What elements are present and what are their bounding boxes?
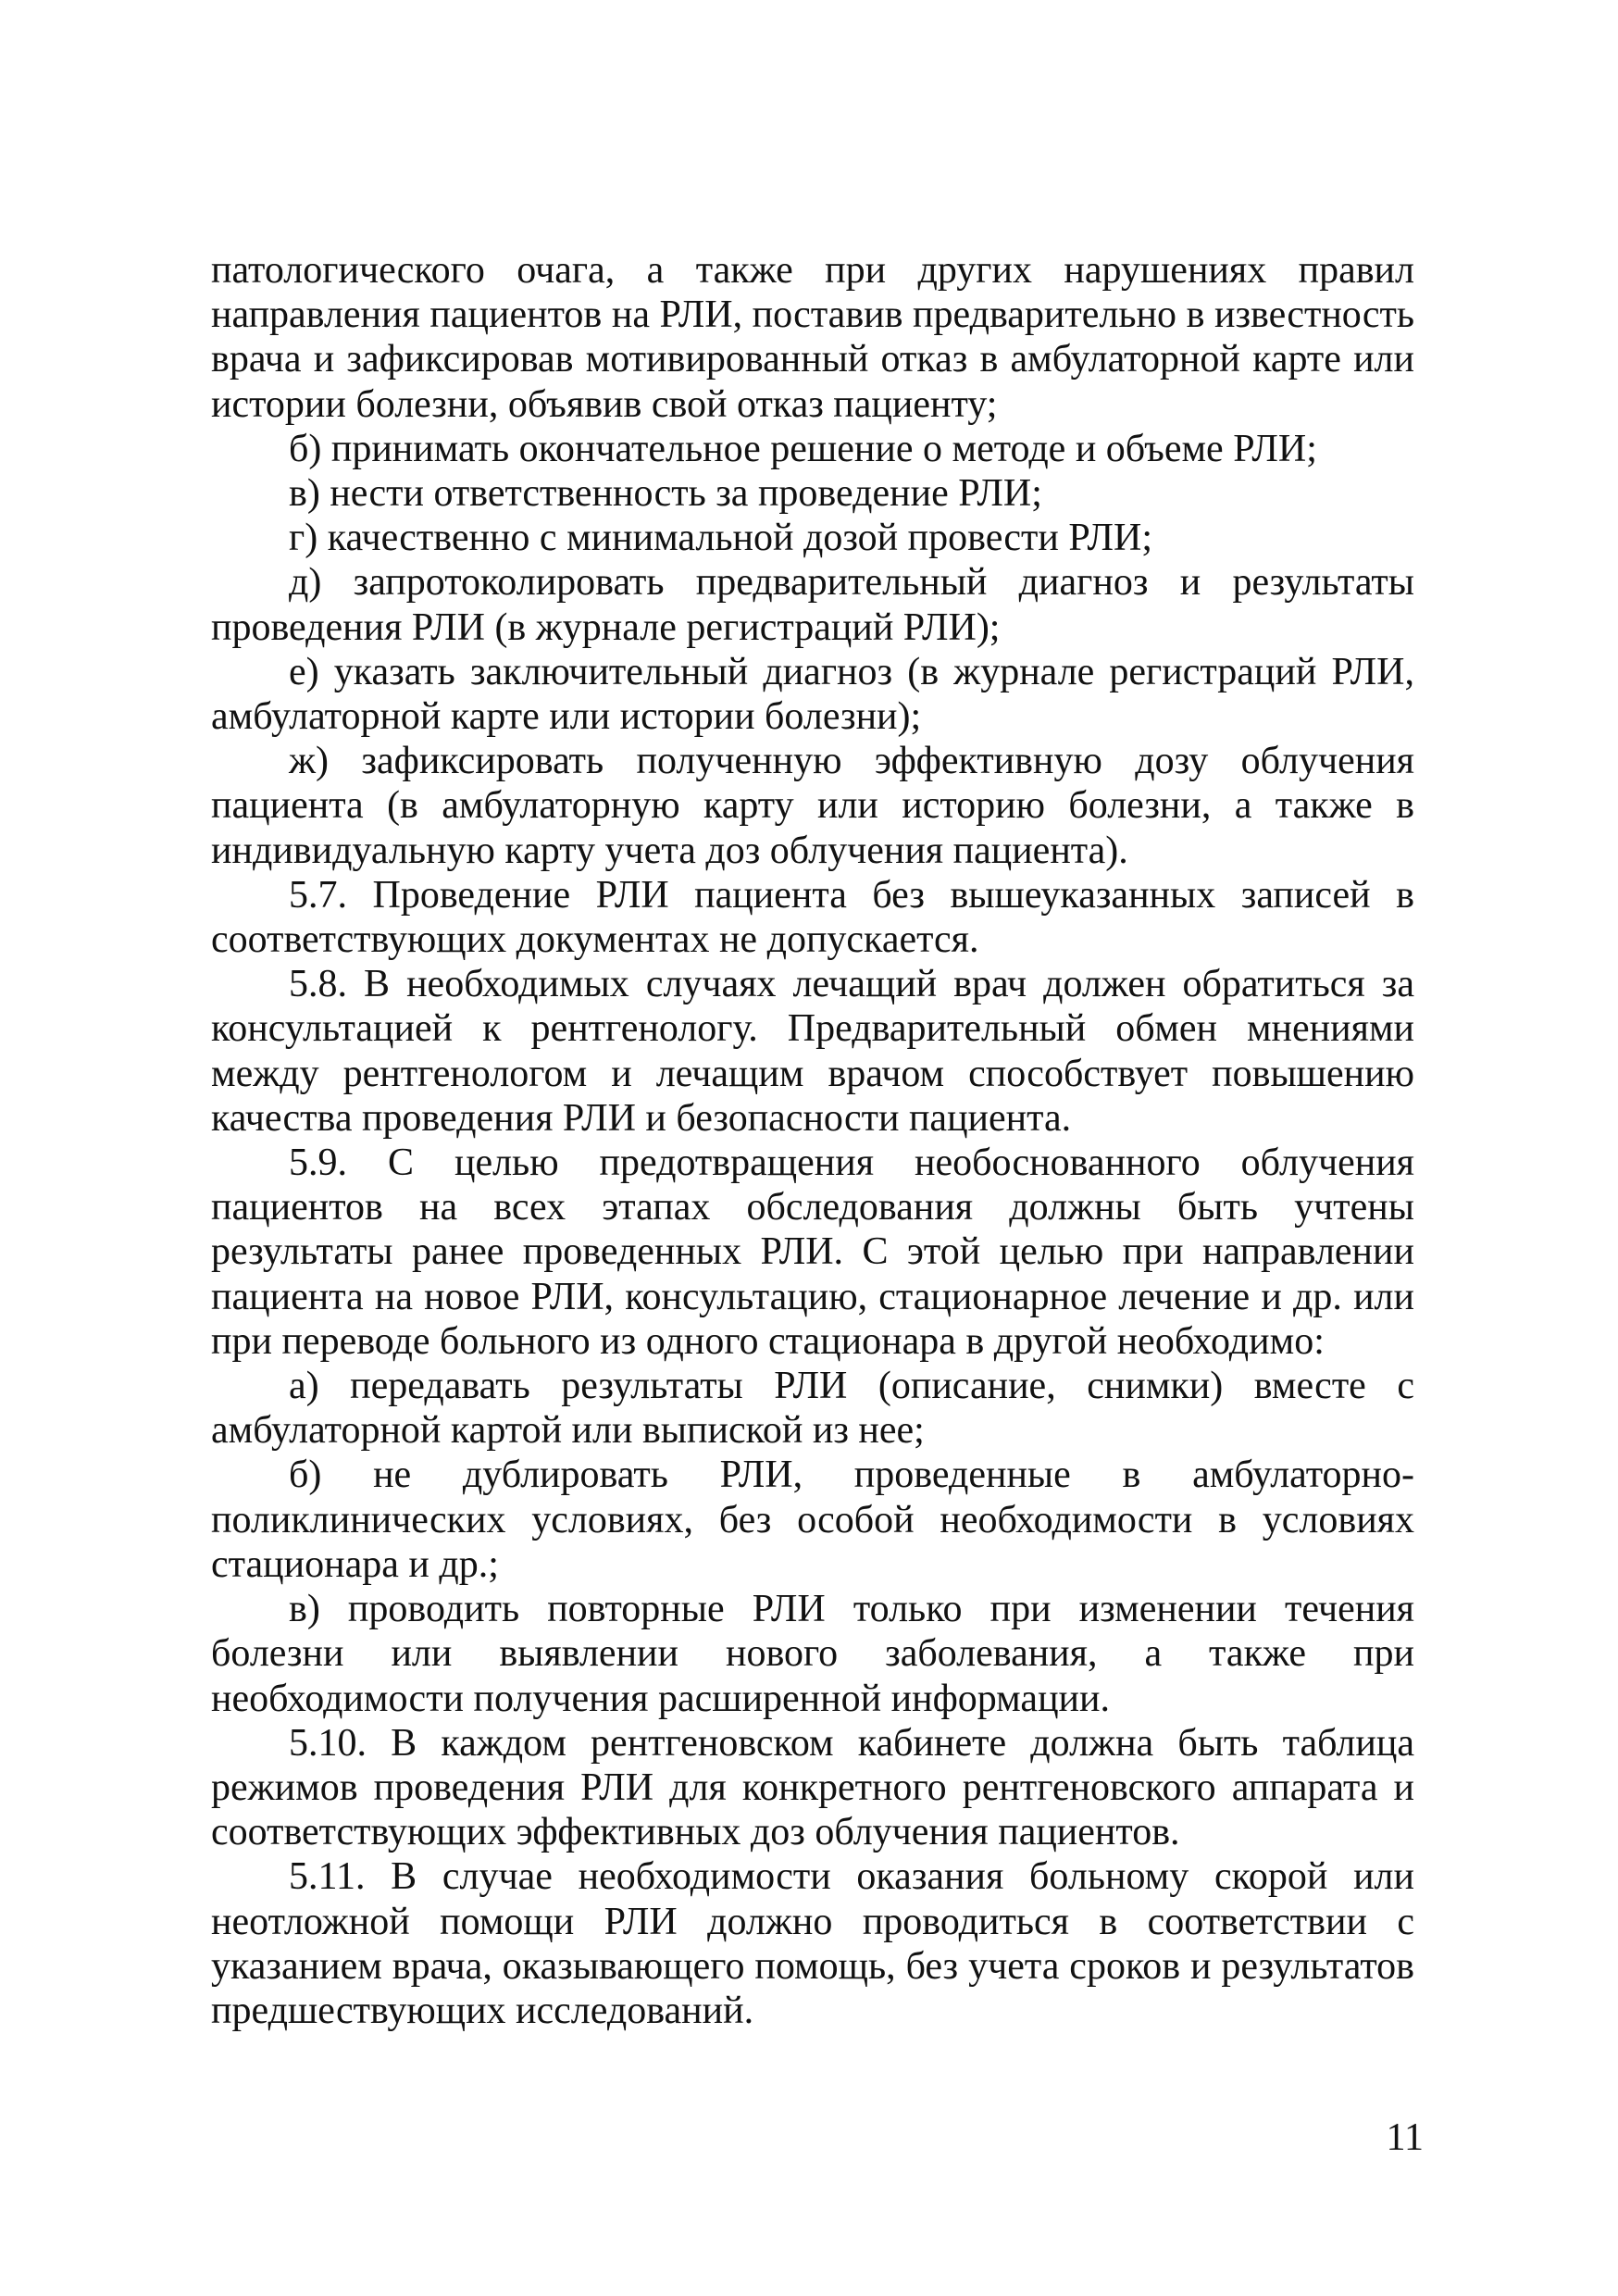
page-number: 11 <box>1386 2116 1424 2159</box>
paragraph: д) запротоколировать предварительный диагноз и результаты проведения РЛИ (в журнале регистраций РЛИ); <box>211 561 1414 649</box>
paragraph: 5.9. С целью предотвращения необоснованного облучения пациентов на всех этапах обследования должны быть учтены результаты ранее проведенных РЛИ. С этой целью при направлении пациента на новое РЛИ, консультацию, стационарное лечение и др. или при переводе больного из одного стационара в другой необходимо: <box>211 1142 1414 1363</box>
paragraph: б) принимать окончательное решение о методе и объеме РЛИ; <box>289 427 1317 470</box>
paragraph: в) нести ответственность за проведение РЛИ; <box>289 472 1042 516</box>
paragraph: ж) зафиксировать полученную эффективную дозу облучения пациента (в амбулаторную карту или историю болезни, а также в индивидуальную карту учета доз облучения пациента). <box>211 740 1414 872</box>
paragraph: 5.10. В каждом рентгеновском кабинете должна быть таблица режимов проведения РЛИ для конкретного рентгеновского аппарата и соответствующих эффективных доз облучения пациентов. <box>211 1721 1414 1854</box>
paragraph: б) не дублировать РЛИ, проведенные в амбулаторно-поликлинических условиях, без особой необходимости в условиях стационара и др.; <box>211 1454 1414 1586</box>
paragraph: г) качественно с минимальной дозой провести РЛИ; <box>289 517 1153 560</box>
paragraph: е) указать заключительный диагноз (в журнале регистраций РЛИ, амбулаторной карте или истории болезни); <box>211 650 1414 739</box>
paragraph: в) проводить повторные РЛИ только при изменении течения болезни или выявлении нового заболевания, а также при необходимости получения расширенной информации. <box>211 1588 1414 1720</box>
paragraph: а) передавать результаты РЛИ (описание, снимки) вместе с амбулаторной картой или выпиской из нее; <box>211 1365 1414 1453</box>
body-text <box>211 248 1414 2033</box>
paragraph: 5.8. В необходимых случаях лечащий врач должен обратиться за консультацией к рентгенологу. Предварительный обмен мнениями между рентгенологом и лечащим врачом способствует повышению качества проведения РЛИ и безопасности пациента. <box>211 963 1414 1140</box>
paragraph: патологического очага, а также при других нарушениях правил направления пациентов на РЛИ, поставив предварительно в известность врача и зафиксировав мотивированный отказ в амбулаторной карте или истории болезни, объявив свой отказ пациенту; <box>211 249 1414 426</box>
paragraph: 5.11. В случае необходимости оказания больному скорой или неотложной помощи РЛИ должно проводиться в соответствии с указанием врача, оказывающего помощь, без учета сроков и результатов предшествующих исследований. <box>211 1855 1414 2032</box>
paragraph: 5.7. Проведение РЛИ пациента без вышеуказанных записей в соответствующих документах не допускается. <box>211 873 1414 962</box>
